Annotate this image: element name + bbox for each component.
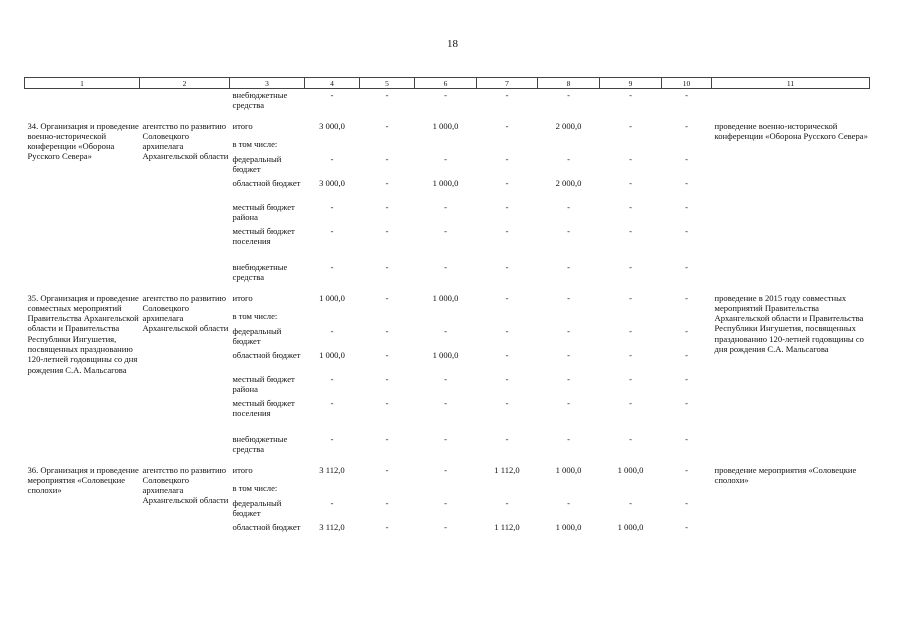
amount-cell: -: [685, 397, 688, 408]
column-header: 8: [538, 78, 600, 89]
amount-cell: -: [505, 201, 509, 212]
amount-cell: -: [567, 201, 570, 212]
amount-cell: -: [629, 433, 632, 444]
column-header: 4: [305, 78, 360, 89]
amount-cell: -: [330, 225, 334, 236]
amount-cell: -: [385, 397, 389, 408]
funding-source: в том числе:: [232, 310, 278, 321]
funding-source: итого: [232, 292, 253, 303]
amount-cell: -: [505, 261, 509, 272]
funding-source: федеральный бюджет: [232, 497, 282, 518]
amount-cell: [360, 310, 415, 325]
amount-cell: [662, 138, 712, 153]
amount-cell: -: [629, 201, 632, 212]
amount-cell: [360, 138, 415, 153]
amount-cell: 1 000,0: [555, 521, 582, 532]
amount-cell: -: [385, 177, 389, 188]
amount-cell: 3 000,0: [319, 177, 345, 188]
amount-cell: -: [444, 464, 447, 475]
amount-cell: -: [330, 90, 334, 100]
amount-cell: -: [685, 90, 688, 100]
funding-source: местный бюджет района: [232, 373, 295, 394]
amount-cell: [305, 138, 360, 153]
column-header: 9: [600, 78, 662, 89]
amount-cell: -: [505, 349, 509, 360]
amount-cell: -: [629, 397, 632, 408]
amount-cell: 2 000,0: [555, 177, 582, 188]
amount-cell: -: [685, 521, 688, 532]
amount-cell: 1 000,0: [617, 521, 644, 532]
amount-cell: [477, 310, 538, 325]
amount-cell: [305, 482, 360, 497]
amount-cell: 1 000,0: [319, 349, 345, 360]
amount-cell: -: [567, 325, 570, 336]
amount-cell: -: [685, 201, 688, 212]
funding-source: областной бюджет: [232, 349, 301, 360]
amount-cell: -: [629, 153, 632, 164]
funding-source: итого: [232, 120, 253, 131]
amount-cell: [477, 138, 538, 153]
budget-table: [24, 77, 870, 545]
amount-cell: -: [444, 397, 447, 408]
amount-cell: -: [444, 497, 447, 508]
amount-cell: 1 000,0: [319, 292, 345, 303]
amount-cell: 1 000,0: [432, 177, 459, 188]
amount-cell: -: [505, 90, 509, 100]
amount-cell: -: [629, 225, 632, 236]
row-gap: [25, 457, 870, 464]
amount-cell: 3 112,0: [319, 521, 345, 532]
amount-cell: [305, 310, 360, 325]
row-gap: [25, 285, 870, 292]
activity-name: 34. Организация и проведение военно-исторической конференции «Оборона Русского Севера»: [27, 120, 139, 162]
amount-cell: 1 000,0: [555, 464, 582, 475]
amount-cell: -: [444, 225, 447, 236]
column-header: 5: [360, 78, 415, 89]
amount-cell: -: [567, 153, 570, 164]
amount-cell: 1 000,0: [432, 120, 459, 131]
amount-cell: -: [385, 497, 389, 508]
empty-cell: [25, 89, 140, 113]
funding-source: внебюджетные средства: [232, 433, 288, 454]
amount-cell: -: [385, 153, 389, 164]
amount-cell: -: [330, 325, 334, 336]
row-gap: [25, 113, 870, 120]
activity-name: 35. Организация и проведение совместных мероприятий Правительства Архангельской области и Правительства Республики Ингушетия, посвященных празднованию 120-летней годовщины со дня рождения С.А. Мальсагова: [27, 292, 139, 375]
amount-cell: -: [567, 261, 570, 272]
expected-result: проведение в 2015 году совместных мероприятий Правительства Архангельской области и Правительства Республики Ингушетия, посвященных празднованию 120-летней годовщины со дня рождения С.А. Мальсагова: [714, 292, 864, 355]
funding-source: областной бюджет: [232, 177, 301, 188]
amount-cell: -: [685, 497, 688, 508]
amount-cell: 1 000,0: [432, 292, 459, 303]
amount-cell: 1 000,0: [432, 349, 459, 360]
funding-source: местный бюджет поселения: [232, 397, 295, 418]
empty-cell: [712, 89, 870, 113]
column-number-row: [25, 78, 870, 89]
amount-cell: -: [505, 497, 509, 508]
amount-cell: -: [685, 292, 688, 303]
amount-cell: -: [385, 349, 389, 360]
executor-name: агентство по развитию Соловецкого архипелага Архангельской области: [142, 464, 229, 506]
amount-cell: -: [330, 373, 334, 384]
amount-cell: -: [385, 225, 389, 236]
amount-cell: [415, 482, 477, 497]
amount-cell: -: [385, 325, 389, 336]
column-header: 10: [662, 78, 712, 89]
amount-cell: -: [685, 433, 688, 444]
funding-source: федеральный бюджет: [232, 325, 282, 346]
amount-cell: -: [444, 261, 447, 272]
amount-cell: -: [444, 325, 447, 336]
amount-cell: [538, 138, 600, 153]
amount-cell: -: [385, 373, 389, 384]
column-header: 1: [25, 78, 140, 89]
amount-cell: -: [385, 292, 389, 303]
continuation-row: [25, 89, 870, 113]
amount-cell: -: [505, 433, 509, 444]
funding-source: в том числе:: [232, 482, 278, 493]
funding-source: местный бюджет поселения: [232, 225, 295, 246]
column-header: 3: [230, 78, 305, 89]
amount-cell: -: [505, 153, 509, 164]
amount-cell: [600, 138, 662, 153]
amount-cell: -: [444, 153, 447, 164]
expected-result: проведение мероприятия «Соловецкие сполохи»: [714, 464, 857, 485]
amount-cell: -: [505, 177, 509, 188]
amount-cell: -: [385, 201, 389, 212]
funding-source: местный бюджет района: [232, 201, 295, 222]
amount-cell: -: [385, 464, 389, 475]
amount-cell: -: [685, 373, 688, 384]
amount-cell: [662, 482, 712, 497]
funding-source: областной бюджет: [232, 521, 301, 532]
empty-cell: [140, 89, 230, 113]
column-header: 6: [415, 78, 477, 89]
amount-cell: -: [444, 373, 447, 384]
column-header: 2: [140, 78, 230, 89]
amount-cell: -: [567, 349, 570, 360]
amount-cell: [415, 138, 477, 153]
amount-cell: -: [567, 373, 570, 384]
amount-cell: [477, 482, 538, 497]
amount-cell: -: [330, 497, 334, 508]
amount-cell: -: [629, 349, 632, 360]
amount-cell: 2 000,0: [555, 120, 582, 131]
amount-cell: -: [444, 433, 447, 444]
amount-cell: -: [567, 90, 570, 100]
amount-cell: -: [685, 349, 688, 360]
amount-cell: -: [444, 521, 447, 532]
amount-cell: -: [505, 373, 509, 384]
table-row: [25, 120, 870, 138]
funding-source: в том числе:: [232, 138, 278, 149]
funding-source: итого: [232, 464, 253, 475]
amount-cell: -: [685, 225, 688, 236]
amount-cell: -: [385, 120, 389, 131]
amount-cell: -: [629, 325, 632, 336]
executor-name: агентство по развитию Соловецкого архипелага Архангельской области: [142, 120, 229, 162]
funding-source: федеральный бюджет: [232, 153, 282, 174]
amount-cell: -: [567, 292, 570, 303]
amount-cell: -: [567, 433, 570, 444]
amount-cell: -: [330, 397, 334, 408]
amount-cell: -: [629, 497, 632, 508]
amount-cell: 3 000,0: [319, 120, 345, 131]
amount-cell: -: [685, 325, 688, 336]
amount-cell: -: [567, 225, 570, 236]
amount-cell: -: [385, 261, 389, 272]
amount-cell: 3 112,0: [319, 464, 345, 475]
amount-cell: -: [629, 120, 632, 131]
amount-cell: [538, 310, 600, 325]
amount-cell: -: [444, 90, 447, 100]
amount-cell: [662, 310, 712, 325]
table-row: [25, 292, 870, 310]
amount-cell: 1 112,0: [494, 464, 520, 475]
amount-cell: -: [385, 90, 389, 100]
amount-cell: -: [505, 225, 509, 236]
column-header: 7: [477, 78, 538, 89]
amount-cell: -: [629, 292, 632, 303]
amount-cell: -: [685, 261, 688, 272]
amount-cell: [415, 310, 477, 325]
amount-cell: -: [567, 397, 570, 408]
activity-name: 36. Организация и проведение мероприятия «Соловецкие сполохи»: [27, 464, 139, 496]
expected-result: проведение военно-исторической конференции «Оборона Русского Севера»: [714, 120, 868, 141]
amount-cell: -: [567, 497, 570, 508]
column-header: 11: [712, 78, 870, 89]
amount-cell: -: [505, 120, 509, 131]
amount-cell: -: [685, 153, 688, 164]
amount-cell: -: [330, 153, 334, 164]
funding-source: внебюджетные средства: [232, 90, 288, 111]
amount-cell: -: [629, 177, 632, 188]
amount-cell: -: [505, 325, 509, 336]
page-number: 18: [447, 38, 458, 50]
amount-cell: [600, 482, 662, 497]
amount-cell: -: [629, 261, 632, 272]
executor-name: агентство по развитию Соловецкого архипелага Архангельской области: [142, 292, 229, 334]
amount-cell: -: [385, 433, 389, 444]
amount-cell: -: [444, 201, 447, 212]
amount-cell: -: [685, 177, 688, 188]
amount-cell: -: [685, 464, 688, 475]
amount-cell: [600, 310, 662, 325]
amount-cell: -: [685, 120, 688, 131]
amount-cell: -: [385, 521, 389, 532]
amount-cell: -: [330, 201, 334, 212]
amount-cell: -: [629, 373, 632, 384]
amount-cell: [538, 482, 600, 497]
amount-cell: -: [629, 90, 632, 100]
amount-cell: 1 000,0: [617, 464, 644, 475]
amount-cell: [360, 482, 415, 497]
amount-cell: -: [505, 292, 509, 303]
amount-cell: 1 112,0: [494, 521, 520, 532]
amount-cell: -: [330, 433, 334, 444]
amount-cell: -: [330, 261, 334, 272]
funding-source: внебюджетные средства: [232, 261, 288, 282]
amount-cell: -: [505, 397, 509, 408]
table-row: [25, 464, 870, 482]
